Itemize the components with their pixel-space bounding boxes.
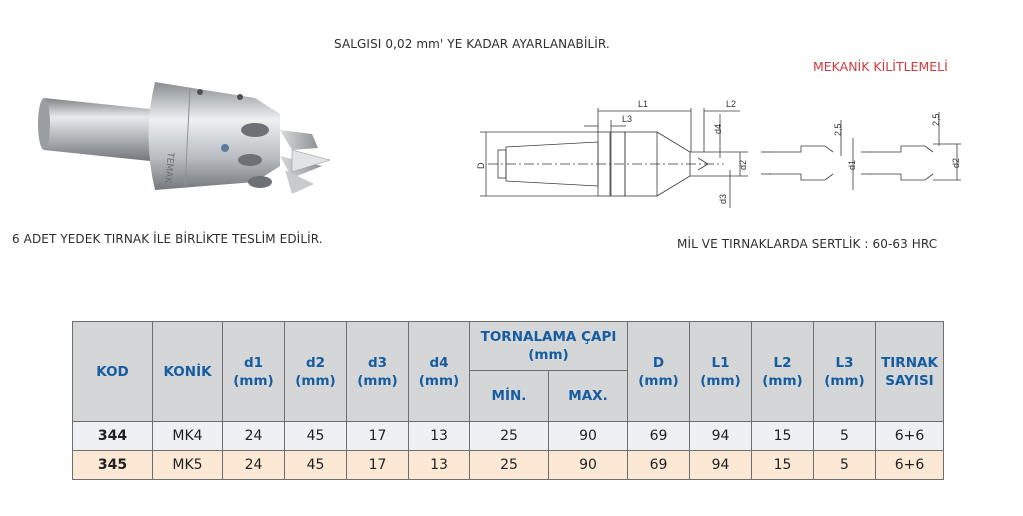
header-max: MAX. — [549, 371, 628, 422]
cell-d4: 13 — [409, 451, 470, 480]
header-kod: KOD — [73, 322, 153, 422]
cell-d1: 24 — [223, 422, 285, 451]
cell-min: 25 — [470, 422, 549, 451]
header-konik: KONİK — [153, 322, 223, 422]
label-25-a: 2,5 — [833, 123, 843, 136]
cell-L2: 15 — [752, 451, 814, 480]
cell-D: 69 — [628, 451, 690, 480]
cell-L3: 5 — [814, 451, 876, 480]
label-25-b: 2,5 — [931, 113, 941, 126]
cell-d4: 13 — [409, 422, 470, 451]
cell-konik: MK4 — [153, 422, 223, 451]
label-L2: L2 — [726, 99, 737, 109]
hardness-note: MİL VE TIRNAKLARDA SERTLİK : 60-63 HRC — [677, 237, 938, 251]
cell-tirnak: 6+6 — [876, 451, 944, 480]
cell-kod: 345 — [73, 451, 153, 480]
header-d4: d4 (mm) — [409, 322, 470, 422]
header-L1: L1 (mm) — [690, 322, 752, 422]
cell-kod: 344 — [73, 422, 153, 451]
header-d2: d2 (mm) — [285, 322, 347, 422]
header-tornalama-capi: TORNALAMA ÇAPI (mm) — [470, 322, 628, 371]
label-d3: d3 — [718, 193, 728, 204]
cell-d1: 24 — [223, 451, 285, 480]
cell-max: 90 — [549, 451, 628, 480]
adjustable-runout-note: SALGISI 0,02 mm' YE KADAR AYARLANABİLİR. — [334, 37, 610, 51]
cell-min: 25 — [470, 451, 549, 480]
header-D: D (mm) — [628, 322, 690, 422]
header-L3: L3 (mm) — [814, 322, 876, 422]
cell-L3: 5 — [814, 422, 876, 451]
label-d2-main: d2 — [738, 159, 748, 170]
header-d1: d1 (mm) — [223, 322, 285, 422]
cell-D: 69 — [628, 422, 690, 451]
header-d3: d3 (mm) — [347, 322, 409, 422]
label-D: D — [476, 162, 486, 169]
header-tirnak-sayisi: TIRNAK SAYISI — [876, 322, 944, 422]
label-d2-detail: d2 — [951, 157, 961, 168]
cell-tirnak: 6+6 — [876, 422, 944, 451]
cell-L1: 94 — [690, 451, 752, 480]
label-L3: L3 — [622, 114, 633, 124]
table-row — [73, 451, 944, 480]
spec-table — [72, 321, 944, 480]
cell-max: 90 — [549, 422, 628, 451]
label-L1: L1 — [638, 99, 649, 109]
live-center-image — [30, 70, 330, 200]
cell-L2: 15 — [752, 422, 814, 451]
cell-d2: 45 — [285, 451, 347, 480]
header-min: MİN. — [470, 371, 549, 422]
mechanical-locking-note: MEKANİK KİLİTLEMELİ — [813, 59, 948, 74]
product-photo — [30, 70, 330, 200]
label-d4: d4 — [713, 123, 723, 134]
table-row — [73, 422, 944, 451]
brand-engraving: TEMAK — [162, 151, 175, 184]
dimension-drawing — [476, 90, 986, 220]
technical-drawing — [476, 90, 986, 220]
spare-jaws-note: 6 ADET YEDEK TIRNAK İLE BİRLİKTE TESLİM EDİLİR. — [12, 232, 323, 246]
cell-d3: 17 — [347, 422, 409, 451]
cell-L1: 94 — [690, 422, 752, 451]
cell-d2: 45 — [285, 422, 347, 451]
cell-konik: MK5 — [153, 451, 223, 480]
label-d1: d1 — [847, 159, 857, 170]
cell-d3: 17 — [347, 451, 409, 480]
header-L2: L2 (mm) — [752, 322, 814, 422]
